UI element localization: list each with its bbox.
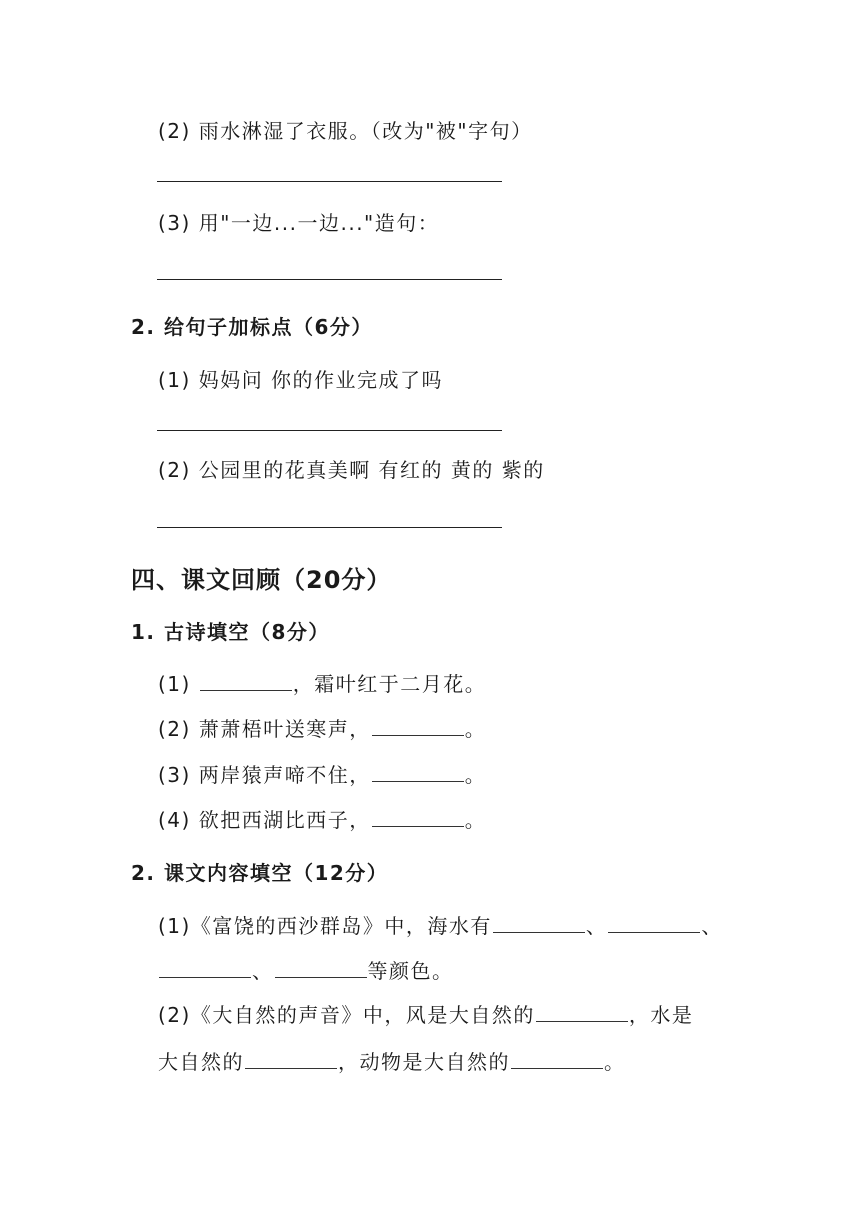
section-title: 四、课文回顾（20分） xyxy=(131,566,392,594)
separator: 、 xyxy=(585,914,608,938)
separator: 、 xyxy=(701,914,723,938)
fill-blank[interactable] xyxy=(159,959,251,978)
item-text: 两岸猿声啼不住， xyxy=(198,763,371,787)
item-text: 用"一边...一边..."造句： xyxy=(198,211,440,235)
poem-item xyxy=(158,713,486,742)
poem-item xyxy=(158,759,486,788)
item-number: (2) xyxy=(158,458,191,482)
item-text: 。 xyxy=(464,808,487,832)
fill-blank[interactable] xyxy=(245,1050,337,1069)
item-text: 《大自然的声音》中，风是大自然的 xyxy=(190,1003,535,1027)
item-text: 公园里的花真美啊 有红的 黄的 紫的 xyxy=(198,458,545,482)
item-number: (4) xyxy=(158,808,191,832)
question-title: 2. 给句子加标点（6分） xyxy=(131,315,373,339)
fill-blank[interactable] xyxy=(200,672,292,691)
content-item-continued xyxy=(158,955,454,984)
item-text: 。 xyxy=(604,1050,626,1074)
item-number: (2) xyxy=(158,119,191,143)
item-text: 欲把西湖比西子， xyxy=(198,808,371,832)
item-number: (1) xyxy=(158,914,191,938)
fill-blank[interactable] xyxy=(511,1050,603,1069)
poem-item xyxy=(158,668,486,697)
item-text: 。 xyxy=(464,717,487,741)
item-text: ，水是 xyxy=(628,1003,694,1027)
fill-blank[interactable] xyxy=(372,763,464,782)
answer-line[interactable] xyxy=(157,181,502,182)
fill-blank[interactable] xyxy=(372,808,464,827)
separator: 、 xyxy=(252,959,274,983)
fill-blank[interactable] xyxy=(372,717,464,736)
item-number: (3) xyxy=(158,763,191,787)
item-number: (1) xyxy=(158,368,191,392)
item-number: (1) xyxy=(158,672,191,696)
content-item xyxy=(158,999,693,1028)
question-item xyxy=(158,115,533,144)
question-item xyxy=(158,364,443,393)
question-title: 2. 课文内容填空（12分） xyxy=(131,861,389,885)
item-number: (3) xyxy=(158,211,191,235)
question-item xyxy=(158,454,545,483)
answer-line[interactable] xyxy=(157,527,502,528)
item-number: (2) xyxy=(158,717,191,741)
item-text: 。 xyxy=(464,763,487,787)
item-text: 雨水淋湿了衣服。（改为"被"字句） xyxy=(198,119,533,143)
fill-blank[interactable] xyxy=(536,1003,628,1022)
answer-line[interactable] xyxy=(157,430,502,431)
question-title: 1. 古诗填空（8分） xyxy=(131,620,330,644)
item-text: 萧萧梧叶送寒声， xyxy=(198,717,371,741)
item-text: 等颜色。 xyxy=(367,959,454,983)
fill-blank[interactable] xyxy=(275,959,367,978)
item-text: 妈妈问 你的作业完成了吗 xyxy=(198,368,444,392)
item-text: 《富饶的西沙群岛》中，海水有 xyxy=(190,914,492,938)
item-text: ，动物是大自然的 xyxy=(338,1050,510,1074)
content-item xyxy=(158,910,723,939)
item-text: 大自然的 xyxy=(158,1050,244,1074)
item-text: ，霜叶红于二月花。 xyxy=(292,672,487,696)
fill-blank[interactable] xyxy=(493,914,585,933)
fill-blank[interactable] xyxy=(608,914,700,933)
poem-item xyxy=(158,804,486,833)
answer-line[interactable] xyxy=(157,279,502,280)
item-number: (2) xyxy=(158,1003,191,1027)
content-item-continued xyxy=(158,1046,626,1075)
question-item xyxy=(158,207,439,236)
